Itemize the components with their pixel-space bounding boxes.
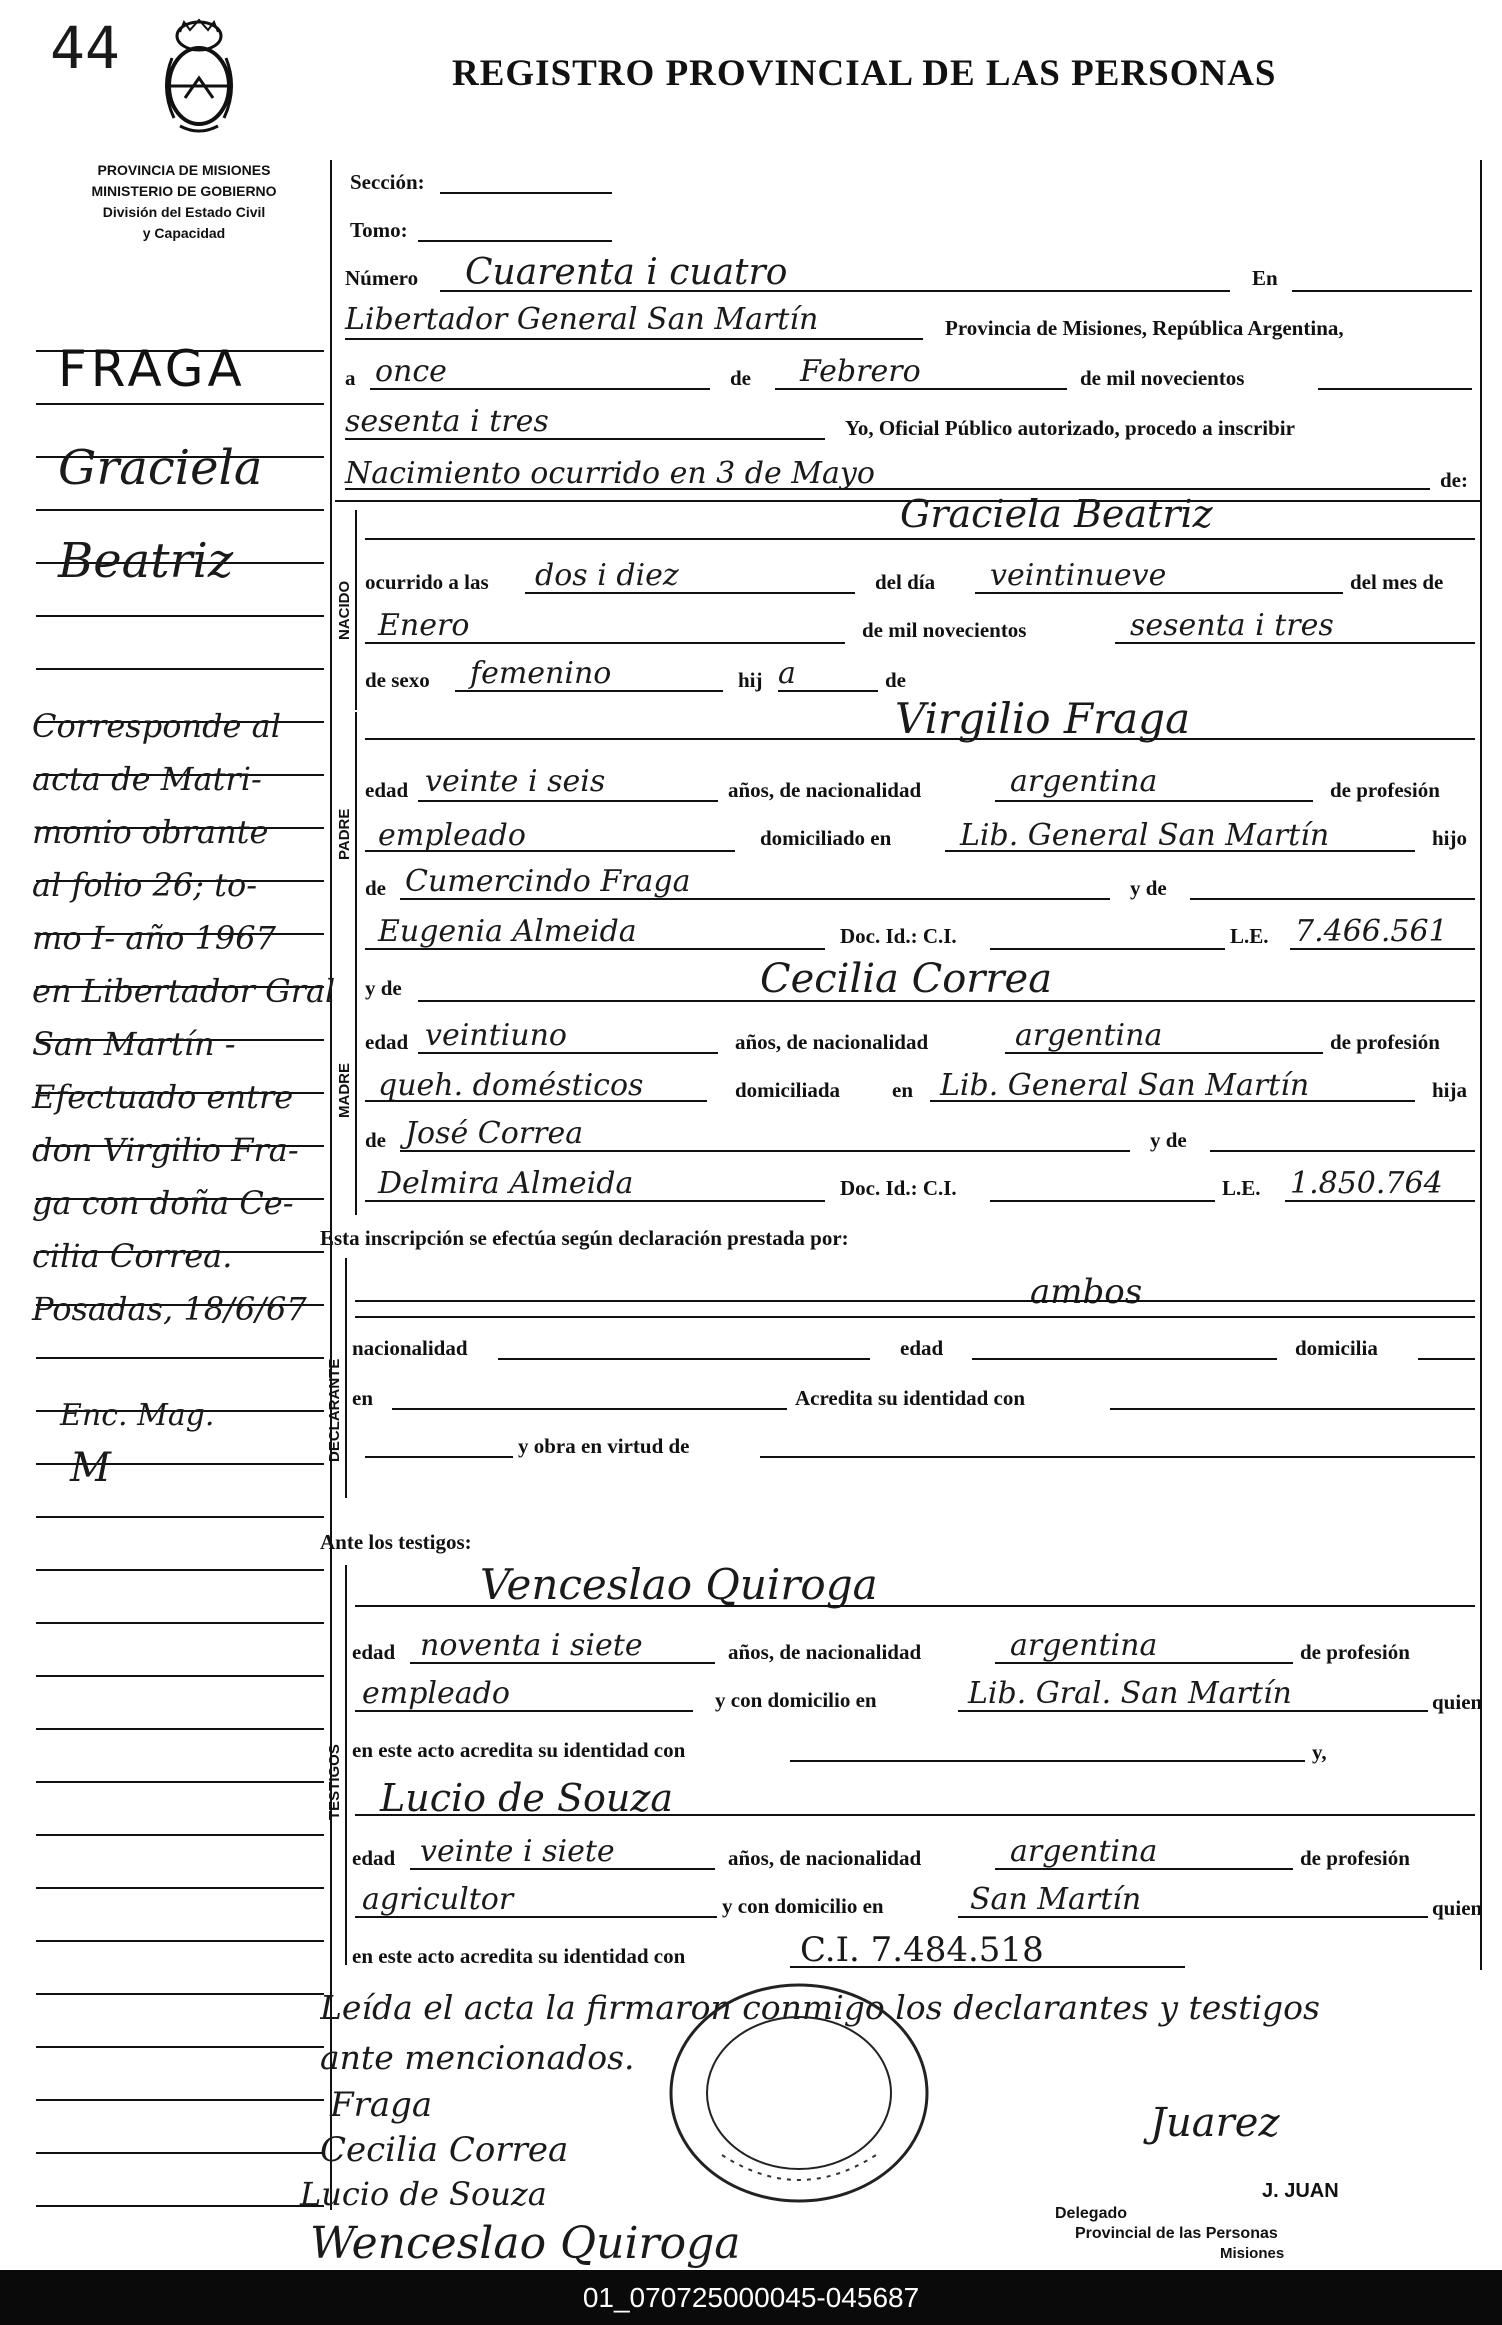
nacido-section-label: NACIDO — [336, 580, 353, 640]
dia-line — [370, 388, 710, 390]
anio-value: sesenta i tres — [345, 404, 549, 439]
testigo2-nac-line — [995, 1868, 1293, 1870]
padre-doc-line — [990, 948, 1225, 950]
madre-nombre-line — [418, 1000, 1475, 1002]
padre-prof-value: empleado — [378, 818, 526, 853]
sexo-label: de sexo — [365, 668, 430, 692]
hij-value: a — [778, 656, 796, 691]
testigo1-prof-line — [355, 1710, 693, 1712]
declarante-en-line — [392, 1408, 787, 1410]
nacido-nombre-line — [365, 538, 1475, 540]
padre-dom-line — [945, 850, 1415, 852]
margin-signature: M — [70, 1445, 111, 1491]
margin-note-line: Efectuado entre — [32, 1078, 294, 1116]
madre-le-value: 1.850.764 — [1290, 1166, 1443, 1201]
margin-note-line: ga con doña Ce- — [32, 1184, 294, 1222]
margin-note-line: acta de Matri- — [32, 760, 262, 798]
sexo-line — [455, 690, 723, 692]
padre-padre-value: Cumercindo Fraga — [405, 864, 691, 899]
declarante-nombre-line-2 — [355, 1316, 1475, 1318]
madre-padre-value: José Correa — [405, 1116, 584, 1151]
mes-value: Febrero — [800, 354, 921, 389]
hora-line — [525, 592, 855, 594]
padre-le-line — [1290, 948, 1475, 950]
testigos-section-label: TESTIGOS — [326, 1744, 343, 1820]
org-line: División del Estado Civil — [102, 204, 266, 220]
madre-nac-label: años, de nacionalidad — [735, 1030, 929, 1054]
lugar-value: Libertador General San Martín — [345, 302, 819, 337]
mil-line — [1318, 388, 1472, 390]
testigo2-nombre-line — [355, 1814, 1475, 1816]
padre-prof-label: de profesión — [1330, 778, 1440, 802]
madre-section-label: MADRE — [336, 1063, 353, 1118]
numero-line — [440, 290, 1230, 292]
testigos-intro: Ante los testigos: — [320, 1530, 472, 1554]
declarante-intro: Esta inscripción se efectúa según declaración prestada por: — [320, 1226, 849, 1250]
madre-prof-line — [365, 1100, 707, 1102]
margin-rule-line — [36, 403, 324, 405]
official-name: J. JUAN — [1262, 2180, 1339, 2202]
padre-bracket — [355, 712, 357, 972]
coat-of-arms-icon — [160, 18, 238, 136]
testigo2-edad-line — [410, 1868, 715, 1870]
madre-en-label: en — [892, 1078, 913, 1102]
margin-rule-line — [36, 2046, 324, 2048]
testigo1-nac-value: argentina — [1010, 1628, 1158, 1663]
declarante-nac-line — [498, 1358, 870, 1360]
declarante-section-label: DECLARANTE — [326, 1358, 343, 1462]
testigo2-prof-label: de profesión — [1300, 1846, 1410, 1870]
official-signature: Juarez — [1150, 2100, 1280, 2146]
testigo2-nombre-value: Lucio de Souza — [380, 1776, 674, 1820]
testigo2-dom-line — [958, 1916, 1428, 1918]
document-title: REGISTRO PROVINCIAL DE LAS PERSONAS — [452, 53, 1277, 94]
org-line: y Capacidad — [142, 225, 226, 241]
padre-doc-label: Doc. Id.: C.I. — [840, 924, 957, 948]
padre-prof-line — [365, 850, 735, 852]
nacido-dia-value: veintinueve — [990, 558, 1167, 593]
padre-madre-value: Eugenia Almeida — [378, 914, 637, 949]
margin-note-line: Posadas, 18/6/67 — [32, 1290, 307, 1328]
closing-line-1: Leída el acta la firmaron conmigo los declarantes y testigos — [320, 1988, 1320, 2027]
declarante-obra-line — [760, 1456, 1475, 1458]
margin-rule-line — [36, 1728, 324, 1730]
testigo2-prof-value: agricultor — [362, 1882, 514, 1917]
del-mes-label: del mes de — [1350, 570, 1444, 594]
madre-padre-line — [400, 1150, 1130, 1152]
margin-rule-line — [36, 1357, 324, 1359]
margin-rule-line — [36, 1516, 324, 1518]
margin-rule-line — [36, 1993, 324, 1995]
oficial-label: Yo, Oficial Público autorizado, procedo a inscribir — [845, 416, 1295, 440]
padre-nombre-line — [365, 738, 1475, 740]
madre-edad-label: edad — [365, 1030, 409, 1054]
margin-rule-line — [36, 509, 324, 511]
margin-rule-line — [36, 1834, 324, 1836]
padre-dom-value: Lib. General San Martín — [960, 818, 1330, 853]
nacido-de-label: de — [885, 668, 906, 692]
testigo1-edad-value: noventa i siete — [420, 1628, 643, 1663]
testigo2-acredita-label: en este acto acredita su identidad con — [352, 1944, 686, 1968]
sexo-value: femenino — [470, 656, 612, 691]
madre-dom-value: Lib. General San Martín — [940, 1068, 1310, 1103]
testigo1-prof-label: de profesión — [1300, 1640, 1410, 1664]
hora-value: dos i diez — [535, 558, 679, 593]
madre-madre-value: Delmira Almeida — [378, 1166, 634, 1201]
madre-y-de-label: y de — [365, 976, 402, 1000]
en-label: En — [1252, 266, 1278, 290]
declarante-edad-label: edad — [900, 1336, 944, 1360]
margin-rule-line — [36, 2205, 324, 2207]
margin-rule-line — [36, 1622, 324, 1624]
margin-initials: Enc. Mag. — [60, 1398, 215, 1433]
testigo1-prof-value: empleado — [362, 1676, 510, 1711]
mil-label: de mil novecientos — [1080, 366, 1245, 390]
margin-rule-line — [36, 1887, 324, 1889]
testigo1-nombre-line — [355, 1605, 1475, 1607]
testigo1-edad-label: edad — [352, 1640, 396, 1664]
margin-note-line: al folio 26; to- — [32, 866, 258, 904]
declarante-dom-line — [1418, 1358, 1475, 1360]
nacido-mes-line — [365, 642, 845, 644]
testigo1-nombre-value: Venceslao Quiroga — [480, 1560, 878, 1609]
signature-souza: Lucio de Souza — [300, 2175, 547, 2213]
madre-prof-value: queh. domésticos — [378, 1068, 644, 1103]
margin-rule-line — [36, 1675, 324, 1677]
madre-y-de2-line — [1210, 1150, 1475, 1152]
signature-quiroga: Wenceslao Quiroga — [310, 2218, 741, 2269]
madre-doc-line — [990, 1200, 1215, 1202]
padre-de-label: de — [365, 876, 386, 900]
seccion-line — [440, 192, 612, 194]
padre-madre-line — [365, 948, 825, 950]
testigo1-acredita-line — [790, 1760, 1305, 1762]
testigo1-dom-value: Lib. Gral. San Martín — [968, 1676, 1292, 1711]
padre-dom-label: domiciliado en — [760, 826, 892, 850]
padre-nac-line — [995, 800, 1313, 802]
closing-line-2: ante mencionados. — [320, 2038, 635, 2077]
margin-surname: FRAGA — [58, 340, 246, 398]
nacido-anio-value: sesenta i tres — [1130, 608, 1334, 643]
margin-note-line: Corresponde al — [32, 707, 281, 745]
testigo1-acredita-label: en este acto acredita su identidad con — [352, 1738, 686, 1762]
testigo1-dom-label: y con domicilio en — [715, 1688, 877, 1712]
padre-edad-label: edad — [365, 778, 409, 802]
margin-note-line: don Virgilio Fra- — [32, 1131, 299, 1169]
org-line: PROVINCIA DE MISIONES — [97, 162, 271, 178]
madre-doc-label: Doc. Id.: C.I. — [840, 1176, 957, 1200]
official-title-3: Misiones — [1220, 2245, 1285, 2262]
madre-le-label: L.E. — [1222, 1176, 1261, 1200]
madre-hija-label: hija — [1432, 1078, 1468, 1102]
nacido-bracket — [355, 510, 357, 710]
testigo2-dom-value: San Martín — [970, 1882, 1142, 1917]
nacido-mil-label: de mil novecientos — [862, 618, 1027, 642]
madre-edad-value: veintiuno — [425, 1018, 567, 1053]
padre-padre-line — [400, 898, 1110, 900]
testigo1-nac-line — [995, 1662, 1293, 1664]
margin-rule-line — [36, 2152, 324, 2154]
padre-section-label: PADRE — [336, 808, 353, 860]
padre-hijo-label: hijo — [1432, 826, 1468, 850]
padre-nac-label: años, de nacionalidad — [728, 778, 922, 802]
madre-y-de2-label: y de — [1150, 1128, 1187, 1152]
testigo1-quien-label: quien — [1432, 1690, 1483, 1714]
margin-rule-line — [36, 2099, 324, 2101]
testigos-bracket — [345, 1565, 347, 1965]
org-line: MINISTERIO DE GOBIERNO — [91, 183, 277, 199]
testigo2-edad-value: veinte i siete — [420, 1834, 615, 1869]
madre-nac-value: argentina — [1015, 1018, 1163, 1053]
testigo2-doc-line — [790, 1966, 1185, 1968]
margin-note-line: San Martín - — [32, 1025, 236, 1063]
declarante-bracket — [345, 1258, 347, 1498]
madre-madre-line — [365, 1200, 825, 1202]
margin-note-line: cilia Correa. — [32, 1237, 233, 1275]
seccion-label: Sección: — [350, 170, 425, 194]
tomo-line — [418, 240, 612, 242]
padre-y-de-label: y de — [1130, 876, 1167, 900]
margin-rule-line — [36, 1940, 324, 1942]
testigo2-nac-value: argentina — [1010, 1834, 1158, 1869]
margin-first-name: Graciela — [58, 440, 263, 496]
numero-label: Número — [345, 266, 419, 290]
declarante-nombre-value: ambos — [1030, 1272, 1143, 1312]
acto-line — [345, 488, 1430, 490]
hij-label: hij — [738, 668, 763, 692]
margin-rule-line — [36, 668, 324, 670]
dia-value: once — [375, 354, 447, 389]
document-id-bar: 01_070725000045-045687 — [0, 2270, 1502, 2325]
padre-nac-value: argentina — [1010, 764, 1158, 799]
padre-edad-value: veinte i seis — [425, 764, 606, 799]
nacido-dia-line — [975, 592, 1343, 594]
madre-nombre-value: Cecilia Correa — [760, 956, 1053, 1002]
madre-de-label: de — [365, 1128, 386, 1152]
padre-nombre-value: Virgilio Fraga — [895, 694, 1191, 743]
madre-le-line — [1285, 1200, 1475, 1202]
margin-annotation — [32, 700, 337, 1336]
page-number: 44 — [50, 14, 120, 82]
testigo2-nac-label: años, de nacionalidad — [728, 1846, 922, 1870]
official-seal-icon — [662, 1975, 937, 2205]
padre-y-de-line — [1190, 898, 1475, 900]
testigo2-quien-label: quien — [1432, 1896, 1483, 1920]
a-label: a — [345, 366, 356, 390]
testigo2-dom-label: y con domicilio en — [722, 1894, 884, 1918]
nacido-anio-line — [1115, 642, 1475, 644]
margin-second-name: Beatriz — [58, 533, 234, 589]
testigo1-edad-line — [410, 1662, 715, 1664]
declarante-acredita-label: Acredita su identidad con — [795, 1386, 1026, 1410]
margin-rule-line — [36, 1569, 324, 1571]
lugar-line — [345, 338, 923, 340]
margin-note-line: mo I- año 1967 — [32, 919, 276, 957]
madre-prof-label: de profesión — [1330, 1030, 1440, 1054]
testigo1-nac-label: años, de nacionalidad — [728, 1640, 922, 1664]
madre-edad-line — [418, 1052, 718, 1054]
official-title-2: Provincial de las Personas — [1075, 2225, 1278, 2242]
mes-line — [775, 388, 1067, 390]
testigo2-prof-line — [355, 1916, 717, 1918]
testigo1-dom-line — [958, 1710, 1428, 1712]
nacido-mes-value: Enero — [378, 608, 470, 643]
signature-correa: Cecilia Correa — [320, 2130, 569, 2170]
provincia-label: Provincia de Misiones, República Argentina, — [945, 316, 1344, 340]
testigo2-edad-label: edad — [352, 1846, 396, 1870]
declarante-dom-label: domicilia — [1295, 1336, 1378, 1360]
margin-rule-line — [36, 615, 324, 617]
hij-line — [778, 690, 878, 692]
official-title-1: Delegado — [1055, 2205, 1128, 2222]
declarante-nombre-line — [355, 1300, 1475, 1302]
madre-bracket — [355, 965, 357, 1215]
margin-note-line: en Libertador Gral — [32, 972, 336, 1010]
padre-le-value: 7.466.561 — [1295, 914, 1448, 949]
madre-dom-label: domiciliada — [735, 1078, 841, 1102]
declarante-nac-label: nacionalidad — [352, 1336, 468, 1360]
margin-rule-line — [36, 1781, 324, 1783]
testigo2-doc-value: C.I. 7.484.518 — [800, 1930, 1044, 1970]
testigo1-y-label: y, — [1312, 1740, 1327, 1764]
declarante-obra-pre-line — [365, 1456, 513, 1458]
numero-value: Cuarenta i cuatro — [465, 252, 788, 293]
tomo-label: Tomo: — [350, 218, 408, 242]
declarante-obra-label: y obra en virtud de — [518, 1434, 690, 1458]
madre-nac-line — [1005, 1052, 1323, 1054]
en-line — [1292, 290, 1472, 292]
anio-line — [345, 438, 825, 440]
del-dia-label: del día — [875, 570, 936, 594]
acto-value: Nacimiento ocurrido en 3 de Mayo — [345, 456, 875, 491]
declarante-acredita-line — [1110, 1408, 1475, 1410]
issuing-authority — [60, 160, 308, 244]
padre-edad-line — [418, 800, 718, 802]
de-colon-label: de: — [1440, 468, 1468, 492]
signature-fraga: Fraga — [330, 2085, 433, 2125]
nacido-nombre-value: Graciela Beatriz — [900, 492, 1213, 536]
ocurrido-label: ocurrido a las — [365, 570, 489, 594]
declarante-edad-line — [972, 1358, 1277, 1360]
margin-note-line: monio obrante — [32, 813, 269, 851]
madre-dom-line — [930, 1100, 1415, 1102]
de-label: de — [730, 366, 751, 390]
padre-le-label: L.E. — [1230, 924, 1269, 948]
declarante-en-label: en — [352, 1386, 373, 1410]
